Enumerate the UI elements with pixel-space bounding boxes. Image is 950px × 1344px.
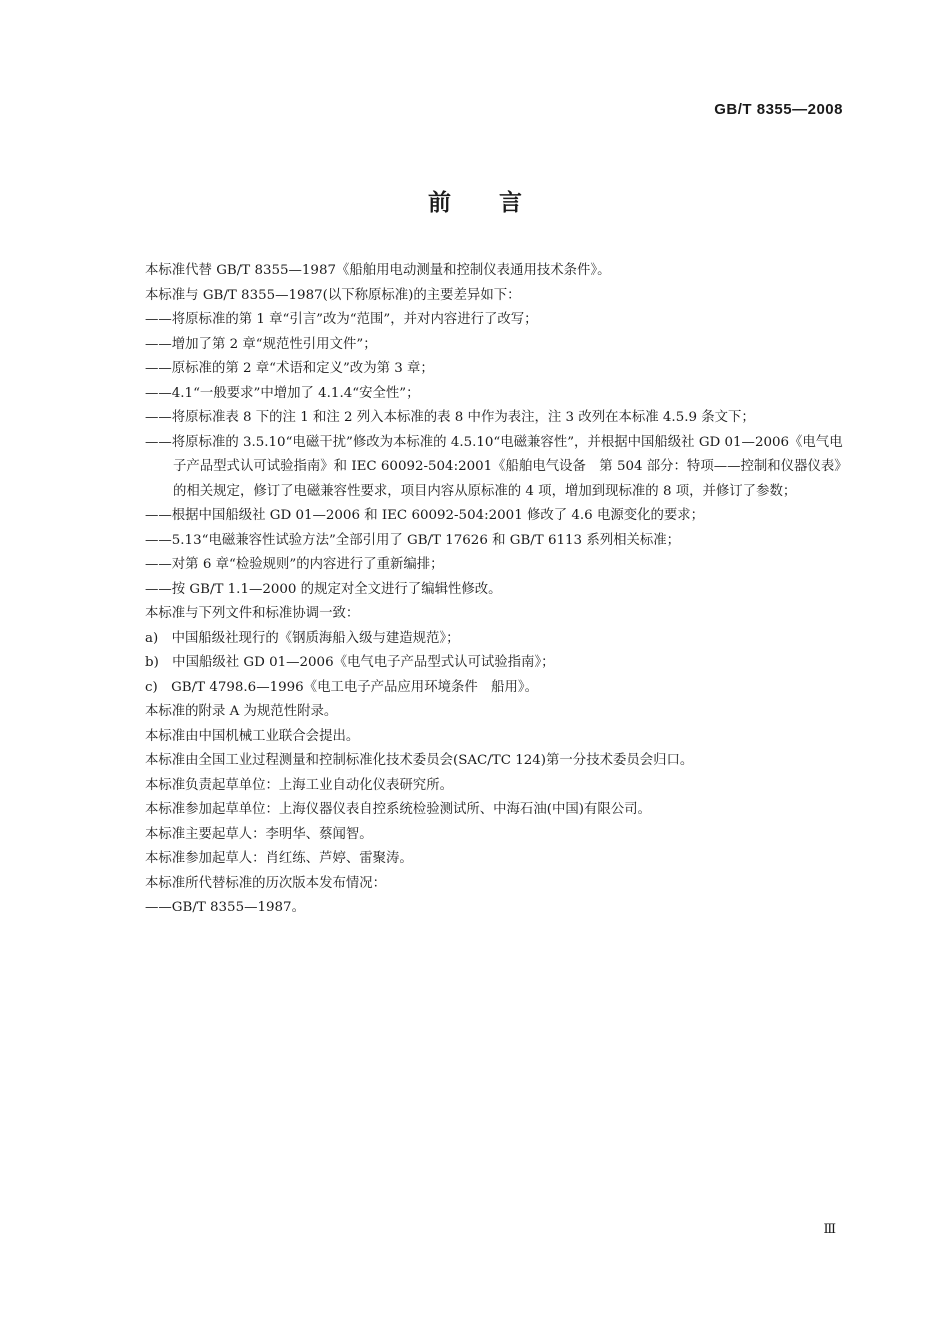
list-item: ——对第 6 章“检验规则”的内容进行了重新编排； <box>145 557 444 572</box>
foreword-body <box>145 259 845 921</box>
paragraph: 本标准与下列文件和标准协调一致： <box>145 606 360 621</box>
paragraph: 本标准的附录 A 为规范性附录。 <box>145 704 338 719</box>
paragraph: 本标准由全国工业过程测量和控制标准化技术委员会(SAC/TC 124)第一分技术委员会归口。 <box>145 753 694 768</box>
list-item: ——根据中国船级社 GD 01—2006 和 IEC 60092-504:2001 修改了 4.6 电源变化的要求； <box>145 508 705 523</box>
paragraph: 本标准参加起草单位：上海仪器仪表自控系统检验测试所、中海石油(中国)有限公司。 <box>145 802 651 817</box>
paragraph: 本标准负责起草单位：上海工业自动化仪表研究所。 <box>145 777 453 793</box>
list-item: ——增加了第 2 章“规范性引用文件”； <box>145 336 377 352</box>
paragraph: 本标准主要起草人：李明华、蔡闻智。 <box>145 826 373 842</box>
page-title: 前言 <box>428 190 570 216</box>
list-item: ——原标准的第 2 章“术语和定义”改为第 3 章； <box>145 361 434 376</box>
list-item: ——将原标准的 3.5.10“电磁干扰”修改为本标准的 4.5.10“电磁兼容性”，并根据中国船级社 GD 01—2006《电气电子产品型式认可试验指南》和 IEC 60092-504:2001《船舶电气设备 第 504 部分：特项——控制和仪器仪表》的相关规定，修订了电磁兼容性要求，项目内容从原标准的 4 项，增加到现标准的 8 项，并修订了参数； <box>145 434 843 499</box>
paragraph: 本标准与 GB/T 8355—1987(以下称原标准)的主要差异如下： <box>145 287 521 303</box>
list-item: ——5.13“电磁兼容性试验方法”全部引用了 GB/T 17626 和 GB/T 6113 系列相关标准； <box>145 532 681 548</box>
list-item: c) GB/T 4798.6—1996《电工电子产品应用环境条件 船用》。 <box>145 679 539 695</box>
list-item: ——将原标准的第 1 章“引言”改为“范围”，并对内容进行了改写； <box>145 312 538 327</box>
standard-code: GB/T 8355—2008 <box>714 101 843 118</box>
page-number: Ⅲ <box>823 1222 836 1237</box>
paragraph: 本标准参加起草人：肖红练、芦婷、雷聚涛。 <box>145 851 413 866</box>
list-item: ——按 GB/T 1.1—2000 的规定对全文进行了编辑性修改。 <box>145 581 502 597</box>
paragraph: 本标准代替 GB/T 8355—1987《船舶用电动测量和控制仪表通用技术条件》。 <box>145 263 611 278</box>
paragraph: 本标准由中国机械工业联合会提出。 <box>145 728 360 744</box>
list-item: b) 中国船级社 GD 01—2006《电气电子产品型式认可试验指南》； <box>145 655 555 670</box>
list-item: ——GB/T 8355—1987。 <box>145 900 305 915</box>
paragraph: 本标准所代替标准的历次版本发布情况： <box>145 875 387 891</box>
list-item: ——将原标准表 8 下的注 1 和注 2 列入本标准的表 8 中作为表注，注 3 改列在本标准 4.5.9 条文下； <box>145 410 755 425</box>
list-item: ——4.1“一般要求”中增加了 4.1.4“安全性”； <box>145 385 420 401</box>
list-item: a) 中国船级社现行的《钢质海船入级与建造规范》； <box>145 630 460 646</box>
